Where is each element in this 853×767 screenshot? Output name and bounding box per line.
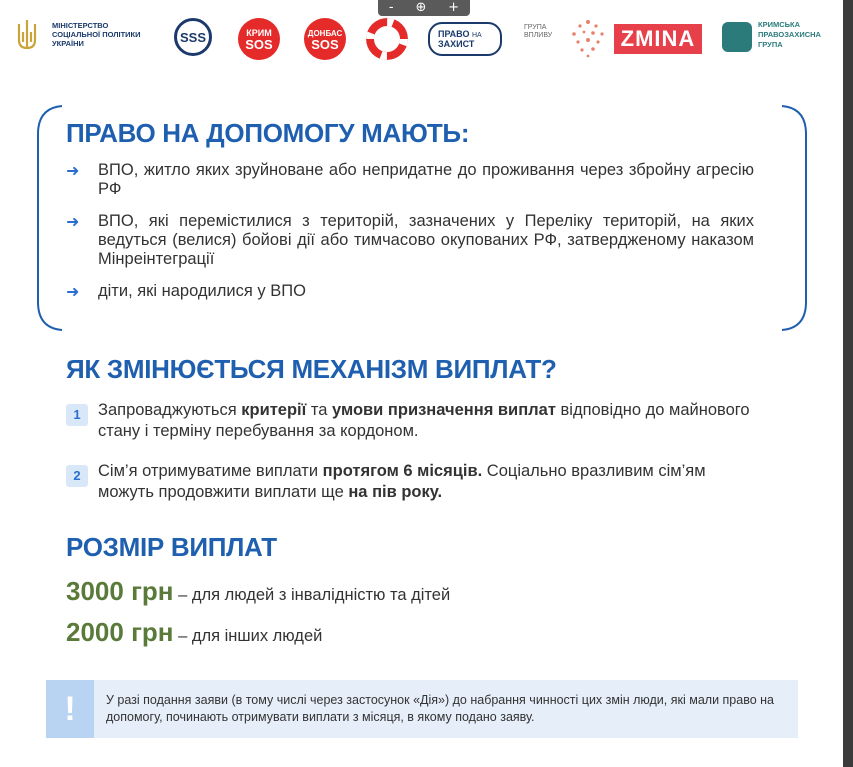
step-number-badge: 2 — [66, 465, 88, 487]
arrow-right-icon: ➜ — [66, 282, 80, 301]
trident-icon — [16, 18, 38, 52]
hrupa-vplyvu-logo: ГРУПА ВПЛИВУ — [524, 24, 553, 39]
notice-text: У разі подання заяви (в тому числі через застосунок «Дія») до набрання чинності цих змін люди, які мали право на допомогу, починають отримувати виплати з місяця, в якому подано заяву. — [106, 693, 774, 724]
step-number-badge: 1 — [66, 404, 88, 426]
list-item: ➜ діти, які народилися у ВПО — [66, 282, 306, 301]
list-item: 2 Сім’я отримуватиме виплати протягом 6 місяців. Соціально вразливим сім’ям можуть продовжити виплати ще на пів року. — [66, 461, 756, 503]
arrow-right-icon: ➜ — [66, 161, 80, 180]
donbas-sos-logo: ДОНБАС SOS — [304, 18, 346, 60]
kph-logo-text: КРИМСЬКА ПРАВОЗАХИСНА ГРУПА — [758, 20, 821, 49]
kph-logo-icon — [722, 22, 752, 52]
viewer-frame-edge — [843, 0, 853, 767]
sss-logo: SSS — [174, 18, 212, 56]
section-title-amounts: РОЗМІР ВИПЛАТ — [66, 532, 277, 562]
amount-others: 2000 грн – для інших людей — [66, 617, 323, 647]
list-item: ➜ ВПО, які перемістилися з територій, зазначених у Переліку територій, на яких ведуться (велися) бойові дії або тимчасово окупованих РФ, затвердженому наказом Мінреінтеграції — [66, 212, 754, 268]
notice-box — [46, 680, 798, 738]
eligibility-list — [64, 161, 754, 314]
arrow-right-icon: ➜ — [66, 212, 80, 231]
section-title-eligibility: ПРАВО НА ДОПОМОГУ МАЮТЬ: — [66, 118, 470, 148]
zoom-in-button[interactable]: + — [448, 0, 460, 15]
mechanism-steps — [66, 400, 756, 522]
partner-logos-strip — [14, 14, 839, 64]
zmina-logo: ZMINA — [614, 24, 702, 54]
right-bracket-decoration — [772, 104, 812, 332]
section-title-mechanism: ЯК ЗМІНЮЄТЬСЯ МЕХАНІЗМ ВИПЛАТ? — [66, 354, 557, 384]
dots-network-icon — [566, 16, 610, 60]
zoom-out-button[interactable]: - — [388, 0, 394, 15]
exclamation-icon: ! — [46, 680, 94, 738]
krym-sos-logo: КРИМ SOS — [238, 18, 280, 60]
list-item: ➜ ВПО, житло яких зруйноване або непридатне до проживання через збройну агресію РФ — [66, 161, 754, 198]
pravo-na-zakhyst-logo: ПРАВО НА ЗАХИСТ — [428, 22, 502, 56]
zoom-magnifier-icon[interactable]: ⊕ — [415, 0, 427, 15]
amount-disabled-children: 3000 грн – для людей з інвалідністю та дітей — [66, 576, 451, 606]
lifebuoy-sos-icon — [366, 18, 408, 60]
ministry-logo-text: МІНІСТЕРСТВО СОЦІАЛЬНОЇ ПОЛІТИКИ УКРАЇНИ — [52, 21, 141, 48]
list-item: 1 Запроваджуються критерії та умови призначення виплат відповідно до майнового стану і терміну перебування за кордоном. — [66, 400, 756, 442]
